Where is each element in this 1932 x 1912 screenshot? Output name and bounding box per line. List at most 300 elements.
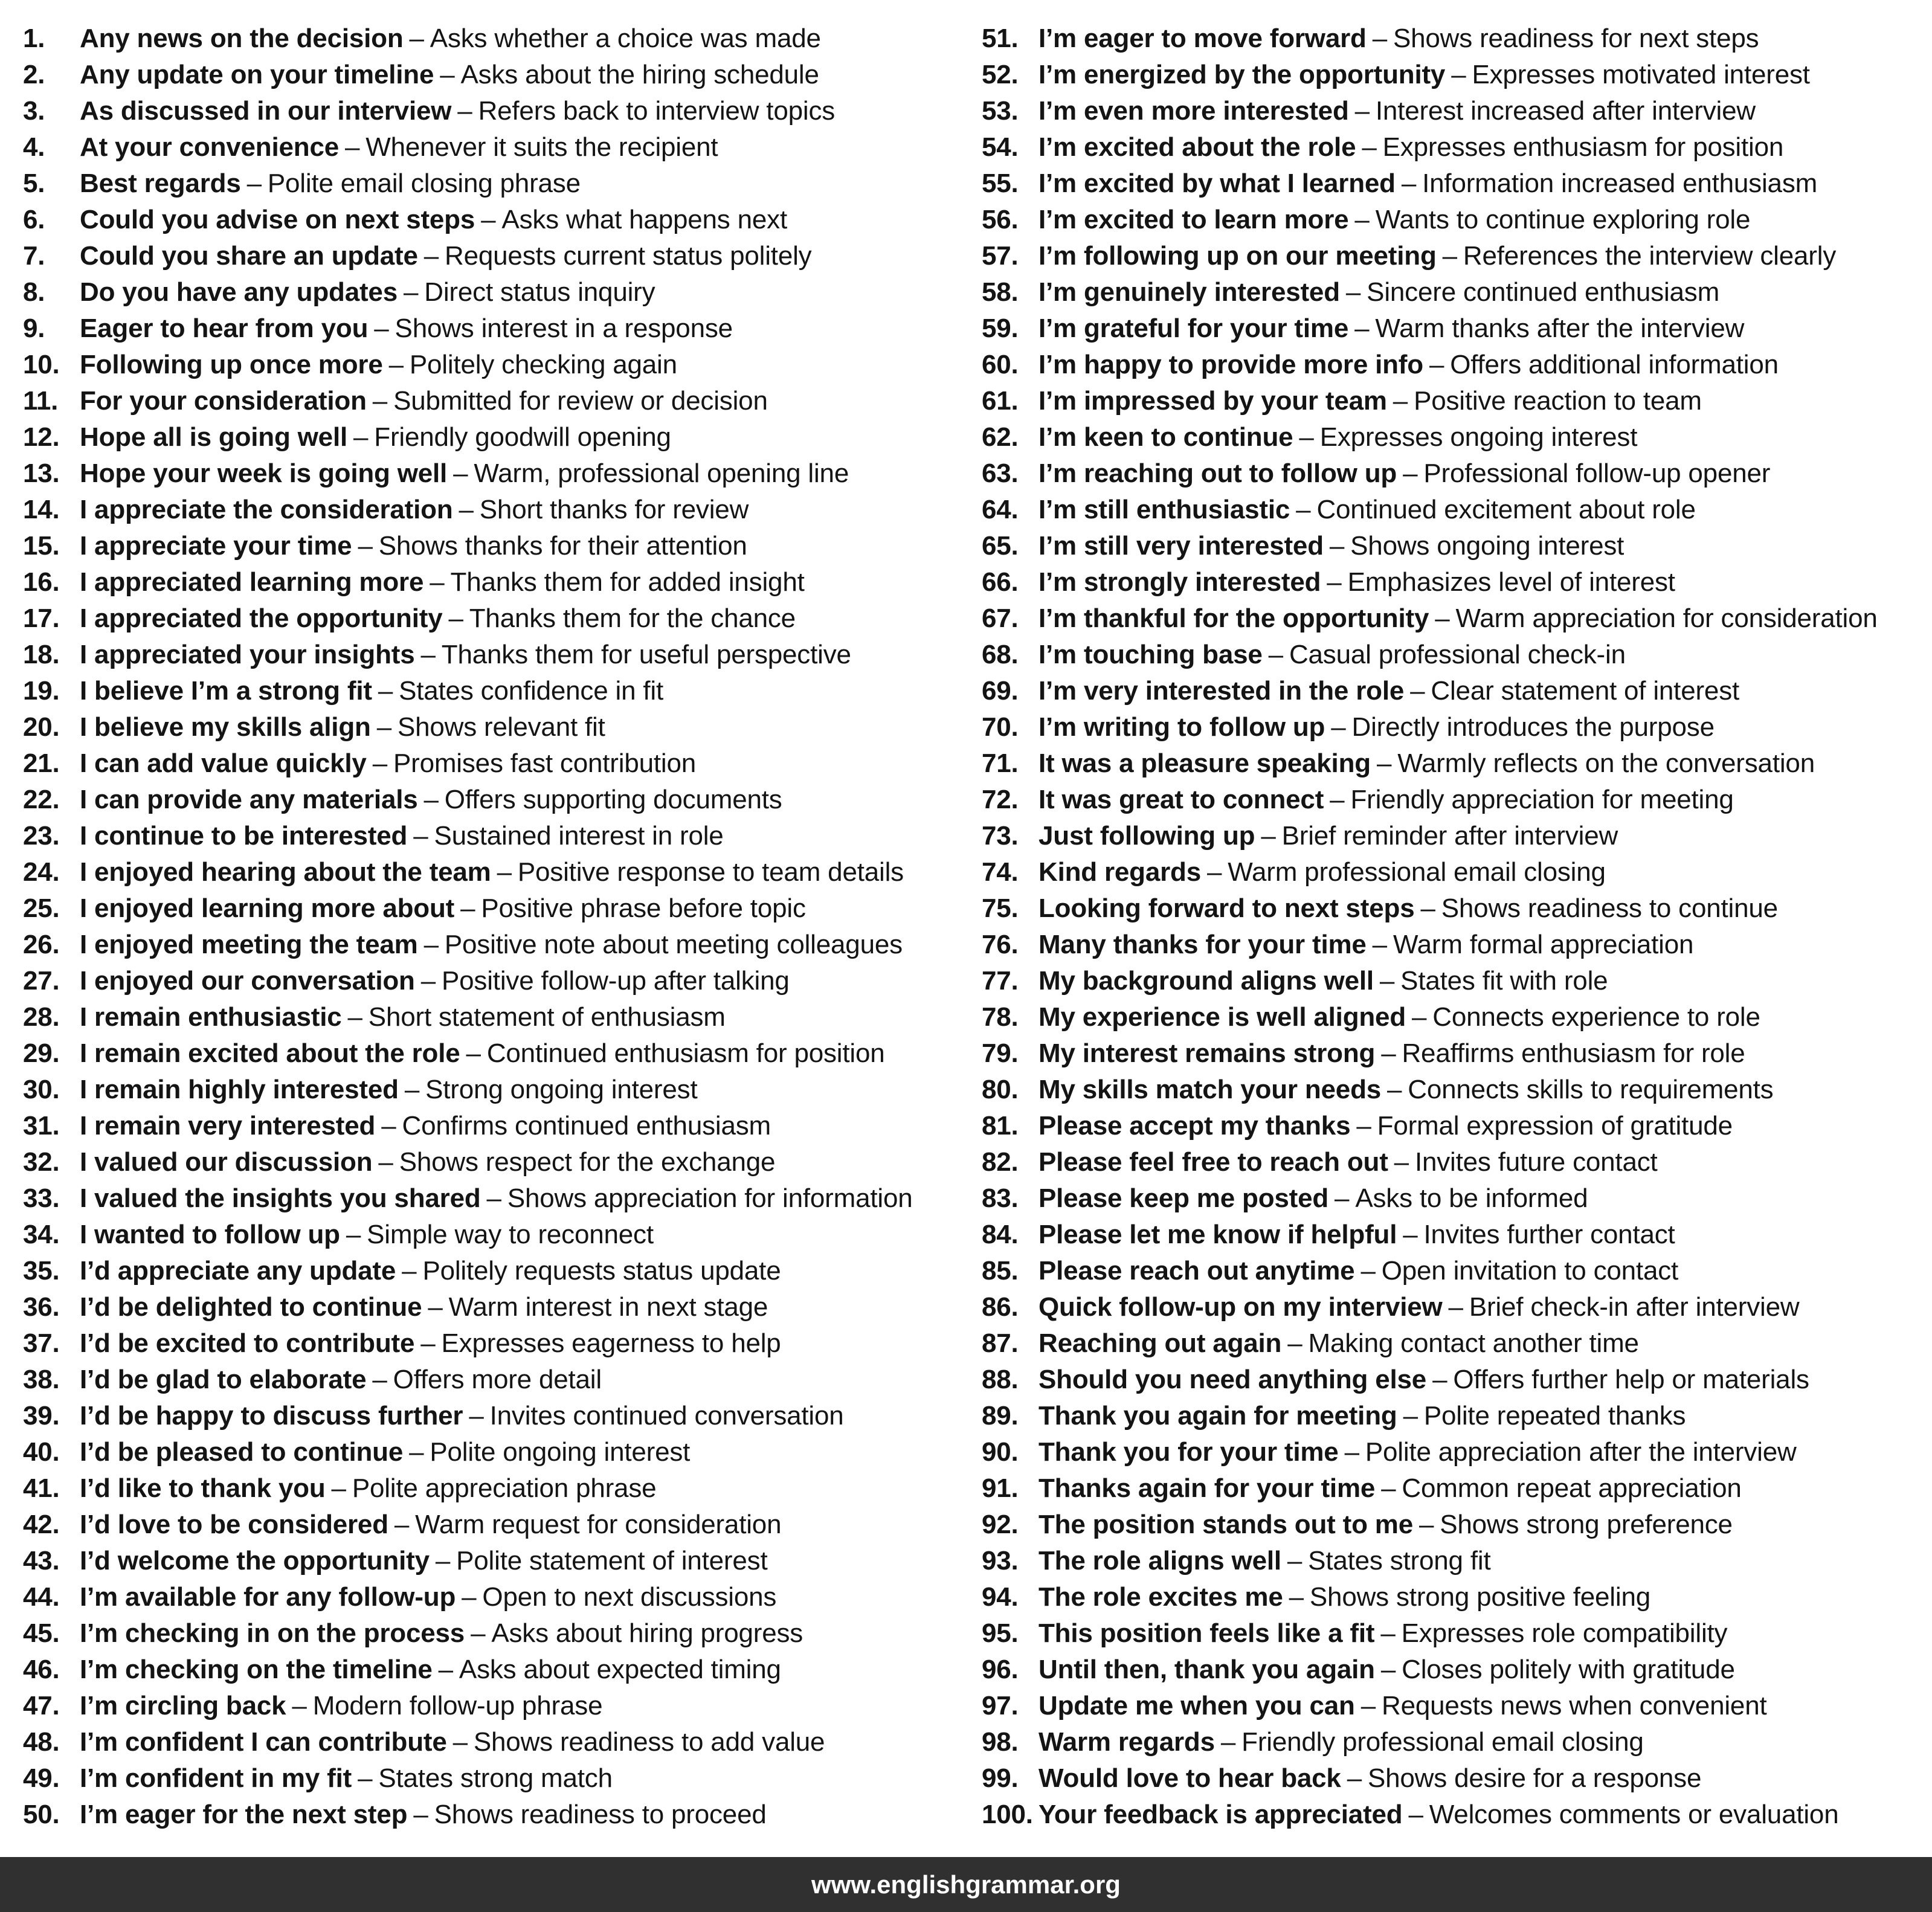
item-text bbox=[80, 1543, 767, 1579]
item-separator: – bbox=[430, 567, 445, 597]
list-item bbox=[982, 1652, 1924, 1688]
item-number: 66. bbox=[982, 567, 1019, 597]
item-number: 90. bbox=[982, 1437, 1019, 1467]
item-text bbox=[80, 1325, 781, 1362]
list-item bbox=[982, 455, 1924, 492]
item-meaning: Shows readiness for next steps bbox=[1393, 24, 1759, 53]
item-separator: – bbox=[1380, 1618, 1396, 1648]
item-number: 54. bbox=[982, 132, 1019, 162]
item-text bbox=[80, 818, 724, 854]
list-item bbox=[23, 927, 965, 963]
item-phrase: I’m eager to move forward bbox=[1038, 24, 1367, 53]
item-meaning: Positive note about meeting colleagues bbox=[444, 930, 903, 959]
item-text bbox=[80, 274, 655, 311]
list-item bbox=[982, 1035, 1924, 1072]
item-number: 35. bbox=[23, 1256, 60, 1286]
item-phrase: I continue to be interested bbox=[80, 821, 408, 851]
item-phrase: Your feedback is appreciated bbox=[1038, 1800, 1403, 1829]
item-phrase: My experience is well aligned bbox=[1038, 1002, 1406, 1032]
item-number: 27. bbox=[23, 966, 60, 996]
item-phrase: I’m touching base bbox=[1038, 640, 1263, 669]
item-phrase: I’m following up on our meeting bbox=[1038, 241, 1437, 271]
item-separator: – bbox=[1429, 350, 1444, 379]
list-item bbox=[982, 745, 1924, 782]
list-item bbox=[23, 564, 965, 600]
item-separator: – bbox=[466, 1038, 481, 1068]
item-text bbox=[1038, 1724, 1644, 1760]
item-number: 70. bbox=[982, 712, 1019, 742]
item-phrase: I’m confident in my fit bbox=[80, 1763, 352, 1793]
item-phrase: I appreciated learning more bbox=[80, 567, 424, 597]
item-phrase: The role excites me bbox=[1038, 1582, 1283, 1612]
item-separator: – bbox=[1335, 1183, 1350, 1213]
item-text bbox=[1038, 1579, 1650, 1615]
item-meaning: Open invitation to contact bbox=[1381, 1256, 1679, 1286]
item-text bbox=[1038, 383, 1702, 419]
item-separator: – bbox=[428, 1292, 443, 1322]
list-item bbox=[982, 1362, 1924, 1398]
item-meaning: Polite repeated thanks bbox=[1423, 1401, 1686, 1431]
item-separator: – bbox=[459, 495, 474, 524]
item-phrase: I’m grateful for your time bbox=[1038, 314, 1349, 343]
item-phrase: I’m checking in on the process bbox=[80, 1618, 465, 1648]
item-number: 9. bbox=[23, 314, 45, 343]
item-meaning: States confidence in fit bbox=[399, 676, 664, 706]
item-meaning: Brief reminder after interview bbox=[1281, 821, 1618, 851]
item-meaning: Requests current status politely bbox=[445, 241, 812, 271]
item-separator: – bbox=[1451, 60, 1466, 89]
item-meaning: Asks whether a choice was made bbox=[430, 24, 821, 53]
list-item bbox=[23, 818, 965, 854]
item-number: 34. bbox=[23, 1220, 60, 1249]
item-phrase: I’d love to be considered bbox=[80, 1510, 388, 1539]
item-text bbox=[80, 419, 671, 455]
item-separator: – bbox=[460, 893, 475, 923]
list-item bbox=[982, 1253, 1924, 1289]
item-phrase: Thanks again for your time bbox=[1038, 1473, 1376, 1503]
item-meaning: States fit with role bbox=[1400, 966, 1608, 996]
item-number: 20. bbox=[23, 712, 60, 742]
item-phrase: I enjoyed our conversation bbox=[80, 966, 415, 996]
item-text bbox=[80, 854, 904, 890]
item-phrase: Could you advise on next steps bbox=[80, 205, 475, 234]
item-meaning: Refers back to interview topics bbox=[478, 96, 836, 126]
item-phrase: I’d be happy to discuss further bbox=[80, 1401, 463, 1431]
item-meaning: Warm professional email closing bbox=[1228, 857, 1606, 887]
item-meaning: Connects skills to requirements bbox=[1408, 1075, 1774, 1104]
item-meaning: Friendly appreciation for meeting bbox=[1350, 785, 1734, 814]
item-separator: – bbox=[372, 386, 388, 416]
item-number: 22. bbox=[23, 785, 60, 814]
item-text bbox=[1038, 890, 1778, 927]
item-text bbox=[1038, 528, 1624, 564]
item-separator: – bbox=[497, 857, 512, 887]
item-meaning: Polite email closing phrase bbox=[267, 169, 581, 198]
list-item bbox=[23, 419, 965, 455]
list-item bbox=[982, 1072, 1924, 1108]
item-text bbox=[1038, 1507, 1733, 1543]
list-item bbox=[982, 21, 1924, 57]
item-text bbox=[1038, 637, 1626, 673]
item-text bbox=[1038, 818, 1618, 854]
item-phrase: I’m excited about the role bbox=[1038, 132, 1356, 162]
item-separator: – bbox=[435, 1546, 451, 1576]
list-item bbox=[23, 492, 965, 528]
item-meaning: Friendly professional email closing bbox=[1241, 1727, 1644, 1757]
item-meaning: Common repeat appreciation bbox=[1402, 1473, 1742, 1503]
item-meaning: Positive follow-up after talking bbox=[442, 966, 790, 996]
item-number: 29. bbox=[23, 1038, 60, 1068]
item-number: 42. bbox=[23, 1510, 60, 1539]
item-meaning: Warmly reflects on the conversation bbox=[1397, 748, 1815, 778]
item-number: 4. bbox=[23, 132, 45, 162]
item-meaning: Sustained interest in role bbox=[434, 821, 724, 851]
item-text bbox=[80, 311, 733, 347]
item-separator: – bbox=[423, 785, 439, 814]
item-phrase: Until then, thank you again bbox=[1038, 1655, 1375, 1684]
item-phrase: I’m impressed by your team bbox=[1038, 386, 1387, 416]
list-item bbox=[23, 274, 965, 311]
item-text bbox=[80, 782, 782, 818]
item-separator: – bbox=[353, 422, 369, 452]
list-item bbox=[23, 1217, 965, 1253]
list-item bbox=[982, 1108, 1924, 1144]
item-meaning: Offers more detail bbox=[393, 1365, 602, 1394]
item-meaning: Expresses eagerness to help bbox=[441, 1328, 781, 1358]
item-phrase: I’d be delighted to continue bbox=[80, 1292, 422, 1322]
item-number: 53. bbox=[982, 96, 1019, 126]
item-text bbox=[80, 1507, 781, 1543]
list-item bbox=[982, 1507, 1924, 1543]
item-number: 77. bbox=[982, 966, 1019, 996]
item-separator: – bbox=[358, 1763, 373, 1793]
item-number: 58. bbox=[982, 277, 1019, 307]
list-item bbox=[982, 166, 1924, 202]
list-item bbox=[23, 745, 965, 782]
item-separator: – bbox=[246, 169, 262, 198]
item-phrase: I can add value quickly bbox=[80, 748, 367, 778]
item-meaning: Friendly goodwill opening bbox=[374, 422, 671, 452]
item-number: 92. bbox=[982, 1510, 1019, 1539]
item-separator: – bbox=[1372, 24, 1387, 53]
item-separator: – bbox=[344, 132, 360, 162]
item-text bbox=[1038, 129, 1783, 166]
item-meaning: Polite appreciation after the interview bbox=[1365, 1437, 1797, 1467]
item-separator: – bbox=[292, 1691, 307, 1720]
item-separator: – bbox=[1345, 277, 1361, 307]
item-number: 13. bbox=[23, 459, 60, 488]
item-number: 21. bbox=[23, 748, 60, 778]
list-item bbox=[982, 383, 1924, 419]
item-phrase: I’m strongly interested bbox=[1038, 567, 1321, 597]
item-separator: – bbox=[457, 96, 472, 126]
item-text bbox=[1038, 166, 1817, 202]
item-phrase: It was great to connect bbox=[1038, 785, 1324, 814]
item-number: 93. bbox=[982, 1546, 1019, 1576]
item-meaning: Warm, professional opening line bbox=[474, 459, 849, 488]
item-number: 56. bbox=[982, 205, 1019, 234]
list-item bbox=[982, 782, 1924, 818]
list-item bbox=[23, 347, 965, 383]
item-text bbox=[80, 927, 903, 963]
item-text bbox=[80, 528, 747, 564]
item-separator: – bbox=[471, 1618, 486, 1648]
item-separator: – bbox=[1362, 132, 1377, 162]
item-phrase: I’m happy to provide more info bbox=[1038, 350, 1423, 379]
item-text bbox=[1038, 1652, 1735, 1688]
item-phrase: Reaching out again bbox=[1038, 1328, 1282, 1358]
item-separator: – bbox=[331, 1473, 346, 1503]
item-separator: – bbox=[404, 1075, 420, 1104]
item-phrase: I remain enthusiastic bbox=[80, 1002, 342, 1032]
list-item bbox=[982, 1325, 1924, 1362]
item-number: 60. bbox=[982, 350, 1019, 379]
footer-site-link[interactable]: www.englishgrammar.org bbox=[811, 1870, 1121, 1899]
item-meaning: Polite statement of interest bbox=[456, 1546, 768, 1576]
list-item bbox=[982, 1144, 1924, 1180]
item-number: 49. bbox=[23, 1763, 60, 1793]
item-separator: – bbox=[481, 205, 496, 234]
item-separator: – bbox=[1435, 604, 1450, 633]
item-text bbox=[80, 1434, 690, 1470]
item-text bbox=[80, 57, 819, 93]
list-item bbox=[982, 1615, 1924, 1652]
item-text bbox=[80, 1253, 781, 1289]
item-separator: – bbox=[1376, 748, 1392, 778]
list-item bbox=[23, 1398, 965, 1434]
item-separator: – bbox=[1412, 1002, 1427, 1032]
item-meaning: Thanks them for useful perspective bbox=[441, 640, 851, 669]
item-meaning: Offers further help or materials bbox=[1453, 1365, 1809, 1394]
item-meaning: Open to next discussions bbox=[482, 1582, 777, 1612]
list-item bbox=[982, 57, 1924, 93]
item-text bbox=[1038, 673, 1739, 709]
item-number: 41. bbox=[23, 1473, 60, 1503]
item-phrase: Please reach out anytime bbox=[1038, 1256, 1355, 1286]
item-number: 98. bbox=[982, 1727, 1019, 1757]
list-item bbox=[982, 1217, 1924, 1253]
item-separator: – bbox=[1403, 459, 1418, 488]
item-separator: – bbox=[1448, 1292, 1463, 1322]
list-item bbox=[23, 166, 965, 202]
list-item bbox=[23, 57, 965, 93]
list-item bbox=[23, 1325, 965, 1362]
item-meaning: Expresses motivated interest bbox=[1472, 60, 1810, 89]
item-separator: – bbox=[1354, 96, 1370, 126]
item-phrase: Following up once more bbox=[80, 350, 383, 379]
item-number: 37. bbox=[23, 1328, 60, 1358]
item-meaning: Polite appreciation phrase bbox=[352, 1473, 657, 1503]
item-meaning: Brief check-in after interview bbox=[1469, 1292, 1800, 1322]
item-separator: – bbox=[1387, 1075, 1402, 1104]
item-number: 16. bbox=[23, 567, 60, 597]
item-number: 87. bbox=[982, 1328, 1019, 1358]
item-text bbox=[80, 21, 821, 57]
item-phrase: Update me when you can bbox=[1038, 1691, 1355, 1720]
item-text bbox=[80, 1035, 885, 1072]
item-meaning: Shows ongoing interest bbox=[1350, 531, 1624, 561]
item-phrase: Could you share an update bbox=[80, 241, 418, 271]
item-phrase: Please feel free to reach out bbox=[1038, 1147, 1388, 1177]
item-number: 38. bbox=[23, 1365, 60, 1394]
item-meaning: Asks about expected timing bbox=[459, 1655, 781, 1684]
item-text bbox=[80, 93, 835, 129]
item-separator: – bbox=[409, 1437, 424, 1467]
item-separator: – bbox=[1356, 1111, 1371, 1141]
list-item bbox=[23, 455, 965, 492]
item-text bbox=[1038, 21, 1759, 57]
item-meaning: Invites future contact bbox=[1414, 1147, 1658, 1177]
item-number: 11. bbox=[23, 386, 59, 416]
item-phrase: I’m genuinely interested bbox=[1038, 277, 1340, 307]
item-meaning: Shows desire for a response bbox=[1367, 1763, 1702, 1793]
item-separator: – bbox=[423, 930, 439, 959]
item-phrase: The position stands out to me bbox=[1038, 1510, 1413, 1539]
item-meaning: Positive reaction to team bbox=[1414, 386, 1702, 416]
list-item bbox=[982, 600, 1924, 637]
list-item bbox=[982, 419, 1924, 455]
list-item bbox=[23, 1579, 965, 1615]
item-meaning: Shows readiness to continue bbox=[1441, 893, 1778, 923]
item-phrase: I’d like to thank you bbox=[80, 1473, 326, 1503]
item-number: 69. bbox=[982, 676, 1019, 706]
item-number: 73. bbox=[982, 821, 1019, 851]
item-separator: – bbox=[1381, 1038, 1396, 1068]
item-number: 52. bbox=[982, 60, 1019, 89]
item-separator: – bbox=[1379, 966, 1395, 996]
item-text bbox=[1038, 238, 1836, 274]
item-number: 7. bbox=[23, 241, 45, 271]
item-phrase: I valued the insights you shared bbox=[80, 1183, 481, 1213]
item-separator: – bbox=[403, 277, 419, 307]
item-meaning: Sincere continued enthusiasm bbox=[1367, 277, 1720, 307]
item-phrase: Just following up bbox=[1038, 821, 1255, 851]
item-meaning: Interest increased after interview bbox=[1375, 96, 1756, 126]
item-phrase: This position feels like a fit bbox=[1038, 1618, 1375, 1648]
item-phrase: I’m excited to learn more bbox=[1038, 205, 1349, 234]
item-number: 94. bbox=[982, 1582, 1019, 1612]
item-number: 50. bbox=[23, 1800, 60, 1829]
item-phrase: I believe I’m a strong fit bbox=[80, 676, 372, 706]
item-number: 89. bbox=[982, 1401, 1019, 1431]
item-text bbox=[80, 202, 787, 238]
item-phrase: Best regards bbox=[80, 169, 241, 198]
item-text bbox=[1038, 1760, 1701, 1797]
item-phrase: The role aligns well bbox=[1038, 1546, 1281, 1576]
item-text bbox=[80, 492, 749, 528]
item-meaning: Short thanks for review bbox=[479, 495, 749, 524]
list-item bbox=[23, 129, 965, 166]
list-item bbox=[982, 637, 1924, 673]
item-number: 72. bbox=[982, 785, 1019, 814]
item-number: 96. bbox=[982, 1655, 1019, 1684]
item-text bbox=[80, 1362, 602, 1398]
item-number: 18. bbox=[23, 640, 60, 669]
list-item bbox=[23, 1035, 965, 1072]
item-meaning: Making contact another time bbox=[1308, 1328, 1639, 1358]
item-number: 51. bbox=[982, 24, 1019, 53]
item-separator: – bbox=[462, 1582, 477, 1612]
item-number: 47. bbox=[23, 1691, 60, 1720]
item-text bbox=[80, 637, 851, 673]
item-phrase: Please accept my thanks bbox=[1038, 1111, 1351, 1141]
list-item bbox=[982, 1797, 1924, 1833]
list-item bbox=[982, 1760, 1924, 1797]
item-number: 26. bbox=[23, 930, 60, 959]
list-item bbox=[23, 709, 965, 745]
item-text bbox=[1038, 1035, 1745, 1072]
item-separator: – bbox=[372, 1365, 387, 1394]
item-phrase: I’m checking on the timeline bbox=[80, 1655, 433, 1684]
list-item bbox=[982, 818, 1924, 854]
item-phrase: I’m even more interested bbox=[1038, 96, 1349, 126]
item-text bbox=[1038, 709, 1715, 745]
list-item bbox=[23, 21, 965, 57]
item-phrase: I’m writing to follow up bbox=[1038, 712, 1325, 742]
item-number: 99. bbox=[982, 1763, 1019, 1793]
item-number: 39. bbox=[23, 1401, 60, 1431]
list-item bbox=[982, 1543, 1924, 1579]
item-separator: – bbox=[1372, 930, 1387, 959]
list-item bbox=[982, 1289, 1924, 1325]
item-number: 5. bbox=[23, 169, 45, 198]
item-number: 76. bbox=[982, 930, 1019, 959]
list-item bbox=[982, 347, 1924, 383]
list-item bbox=[23, 963, 965, 999]
right-column bbox=[982, 21, 1924, 1833]
item-number: 36. bbox=[23, 1292, 60, 1322]
item-text bbox=[80, 455, 849, 492]
list-item bbox=[982, 1724, 1924, 1760]
item-number: 8. bbox=[23, 277, 45, 307]
item-phrase: Hope your week is going well bbox=[80, 459, 448, 488]
list-item bbox=[982, 202, 1924, 238]
item-meaning: Asks to be informed bbox=[1355, 1183, 1588, 1213]
item-number: 28. bbox=[23, 1002, 60, 1032]
item-text bbox=[80, 1688, 602, 1724]
item-number: 67. bbox=[982, 604, 1019, 633]
list-item bbox=[23, 1760, 965, 1797]
item-text bbox=[80, 238, 811, 274]
item-separator: – bbox=[1287, 1546, 1302, 1576]
item-text bbox=[1038, 202, 1750, 238]
list-item bbox=[982, 1579, 1924, 1615]
item-phrase: I’d be pleased to continue bbox=[80, 1437, 404, 1467]
list-item bbox=[23, 1362, 965, 1398]
item-phrase: Thank you again for meeting bbox=[1038, 1401, 1397, 1431]
item-meaning: Casual professional check-in bbox=[1289, 640, 1626, 669]
item-phrase: Should you need anything else bbox=[1038, 1365, 1427, 1394]
item-number: 84. bbox=[982, 1220, 1019, 1249]
item-meaning: Offers supporting documents bbox=[444, 785, 782, 814]
item-separator: – bbox=[1354, 205, 1370, 234]
item-text bbox=[1038, 999, 1760, 1035]
item-text bbox=[1038, 1072, 1773, 1108]
item-phrase: At your convenience bbox=[80, 132, 339, 162]
item-number: 100. bbox=[982, 1800, 1033, 1829]
item-separator: – bbox=[1432, 1365, 1447, 1394]
item-phrase: As discussed in our interview bbox=[80, 96, 452, 126]
item-text bbox=[1038, 963, 1608, 999]
item-meaning: Positive response to team details bbox=[517, 857, 904, 887]
item-number: 2. bbox=[23, 60, 45, 89]
item-phrase: I’m reaching out to follow up bbox=[1038, 459, 1397, 488]
item-separator: – bbox=[1330, 785, 1345, 814]
item-number: 85. bbox=[982, 1256, 1019, 1286]
item-text bbox=[80, 600, 796, 637]
item-number: 81. bbox=[982, 1111, 1019, 1141]
item-text bbox=[80, 129, 718, 166]
